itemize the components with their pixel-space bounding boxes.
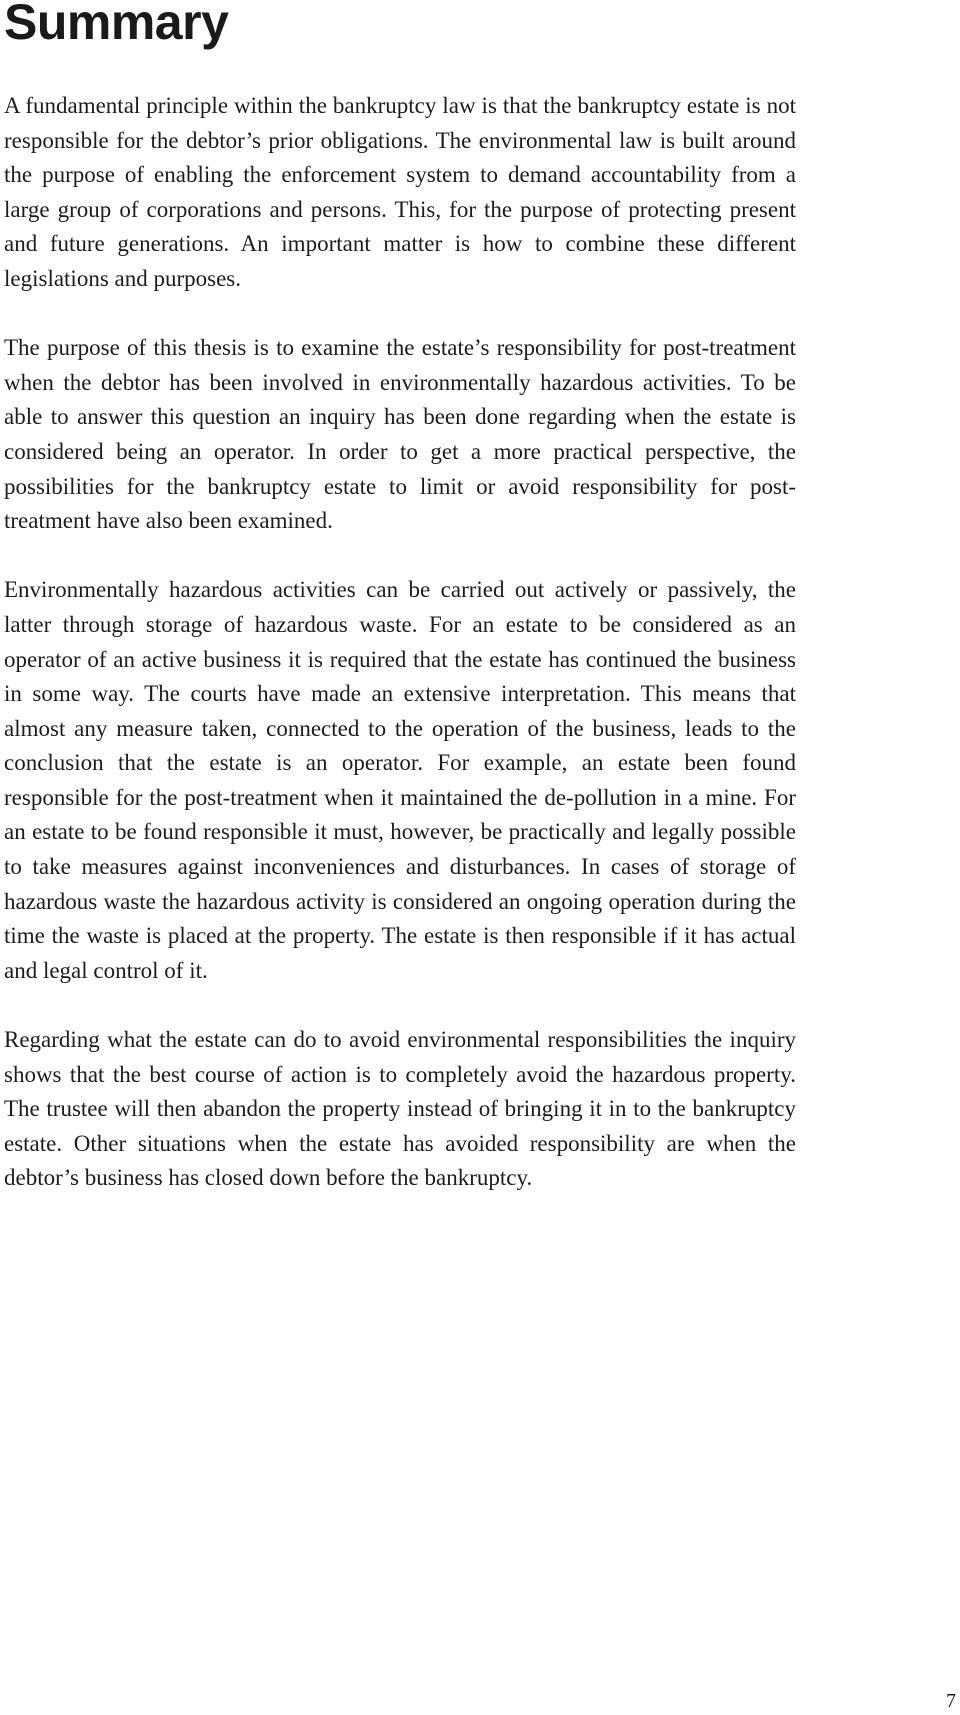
paragraph-3: Environmentally hazardous activities can be carried out actively or passively, the latter through storage of hazardous waste. For an estate to be considered as an operator of an active business it is required that the estate has continued the business in some way. The courts have made an extensive interpretation. This means that almost any measure taken, connected to the operation of the business, leads to the conclusion that the estate is an operator. For example, an estate been found responsible for the post-treatment when it maintained the de-pollution in a mine. For an estate to be found responsible it must, however, be practically and legally possible to take measures against inconveniences and disturbances. In cases of storage of hazardous waste the hazardous activity is considered an ongoing operation during the time the waste is placed at the property. The estate is then responsible if it has actual and legal control of it. [4, 577, 796, 983]
summary-body [4, 89, 796, 1231]
page-title: Summary [4, 0, 229, 50]
paragraph-1: A fundamental principle within the bankruptcy law is that the bankruptcy estate is not responsible for the debtor’s prior obligations. The environmental law is built around the purpose of enabling the enforcement system to demand accountability from a large group of corporations and persons. This, for the purpose of protecting present and future generations. An important matter is how to combine these different legislations and purposes. [4, 93, 796, 291]
paragraph-4: Regarding what the estate can do to avoid environmental responsibilities the inquiry shows that the best course of action is to completely avoid the hazardous property. The trustee will then abandon the property instead of bringing it in to the bankruptcy estate. Other situations when the estate has avoided responsibility are when the debtor’s business has closed down before the bankruptcy. [4, 1027, 796, 1191]
page-number: 7 [946, 1690, 956, 1712]
paragraph-2: The purpose of this thesis is to examine the estate’s responsibility for post-treatment when the debtor has been involved in environmentally hazardous activities. To be able to answer this question an inquiry has been done regarding when the estate is considered being an operator. In order to get a more practical perspective, the possibilities for the bankruptcy estate to limit or avoid responsibility for post-treatment have also been examined. [4, 335, 796, 534]
